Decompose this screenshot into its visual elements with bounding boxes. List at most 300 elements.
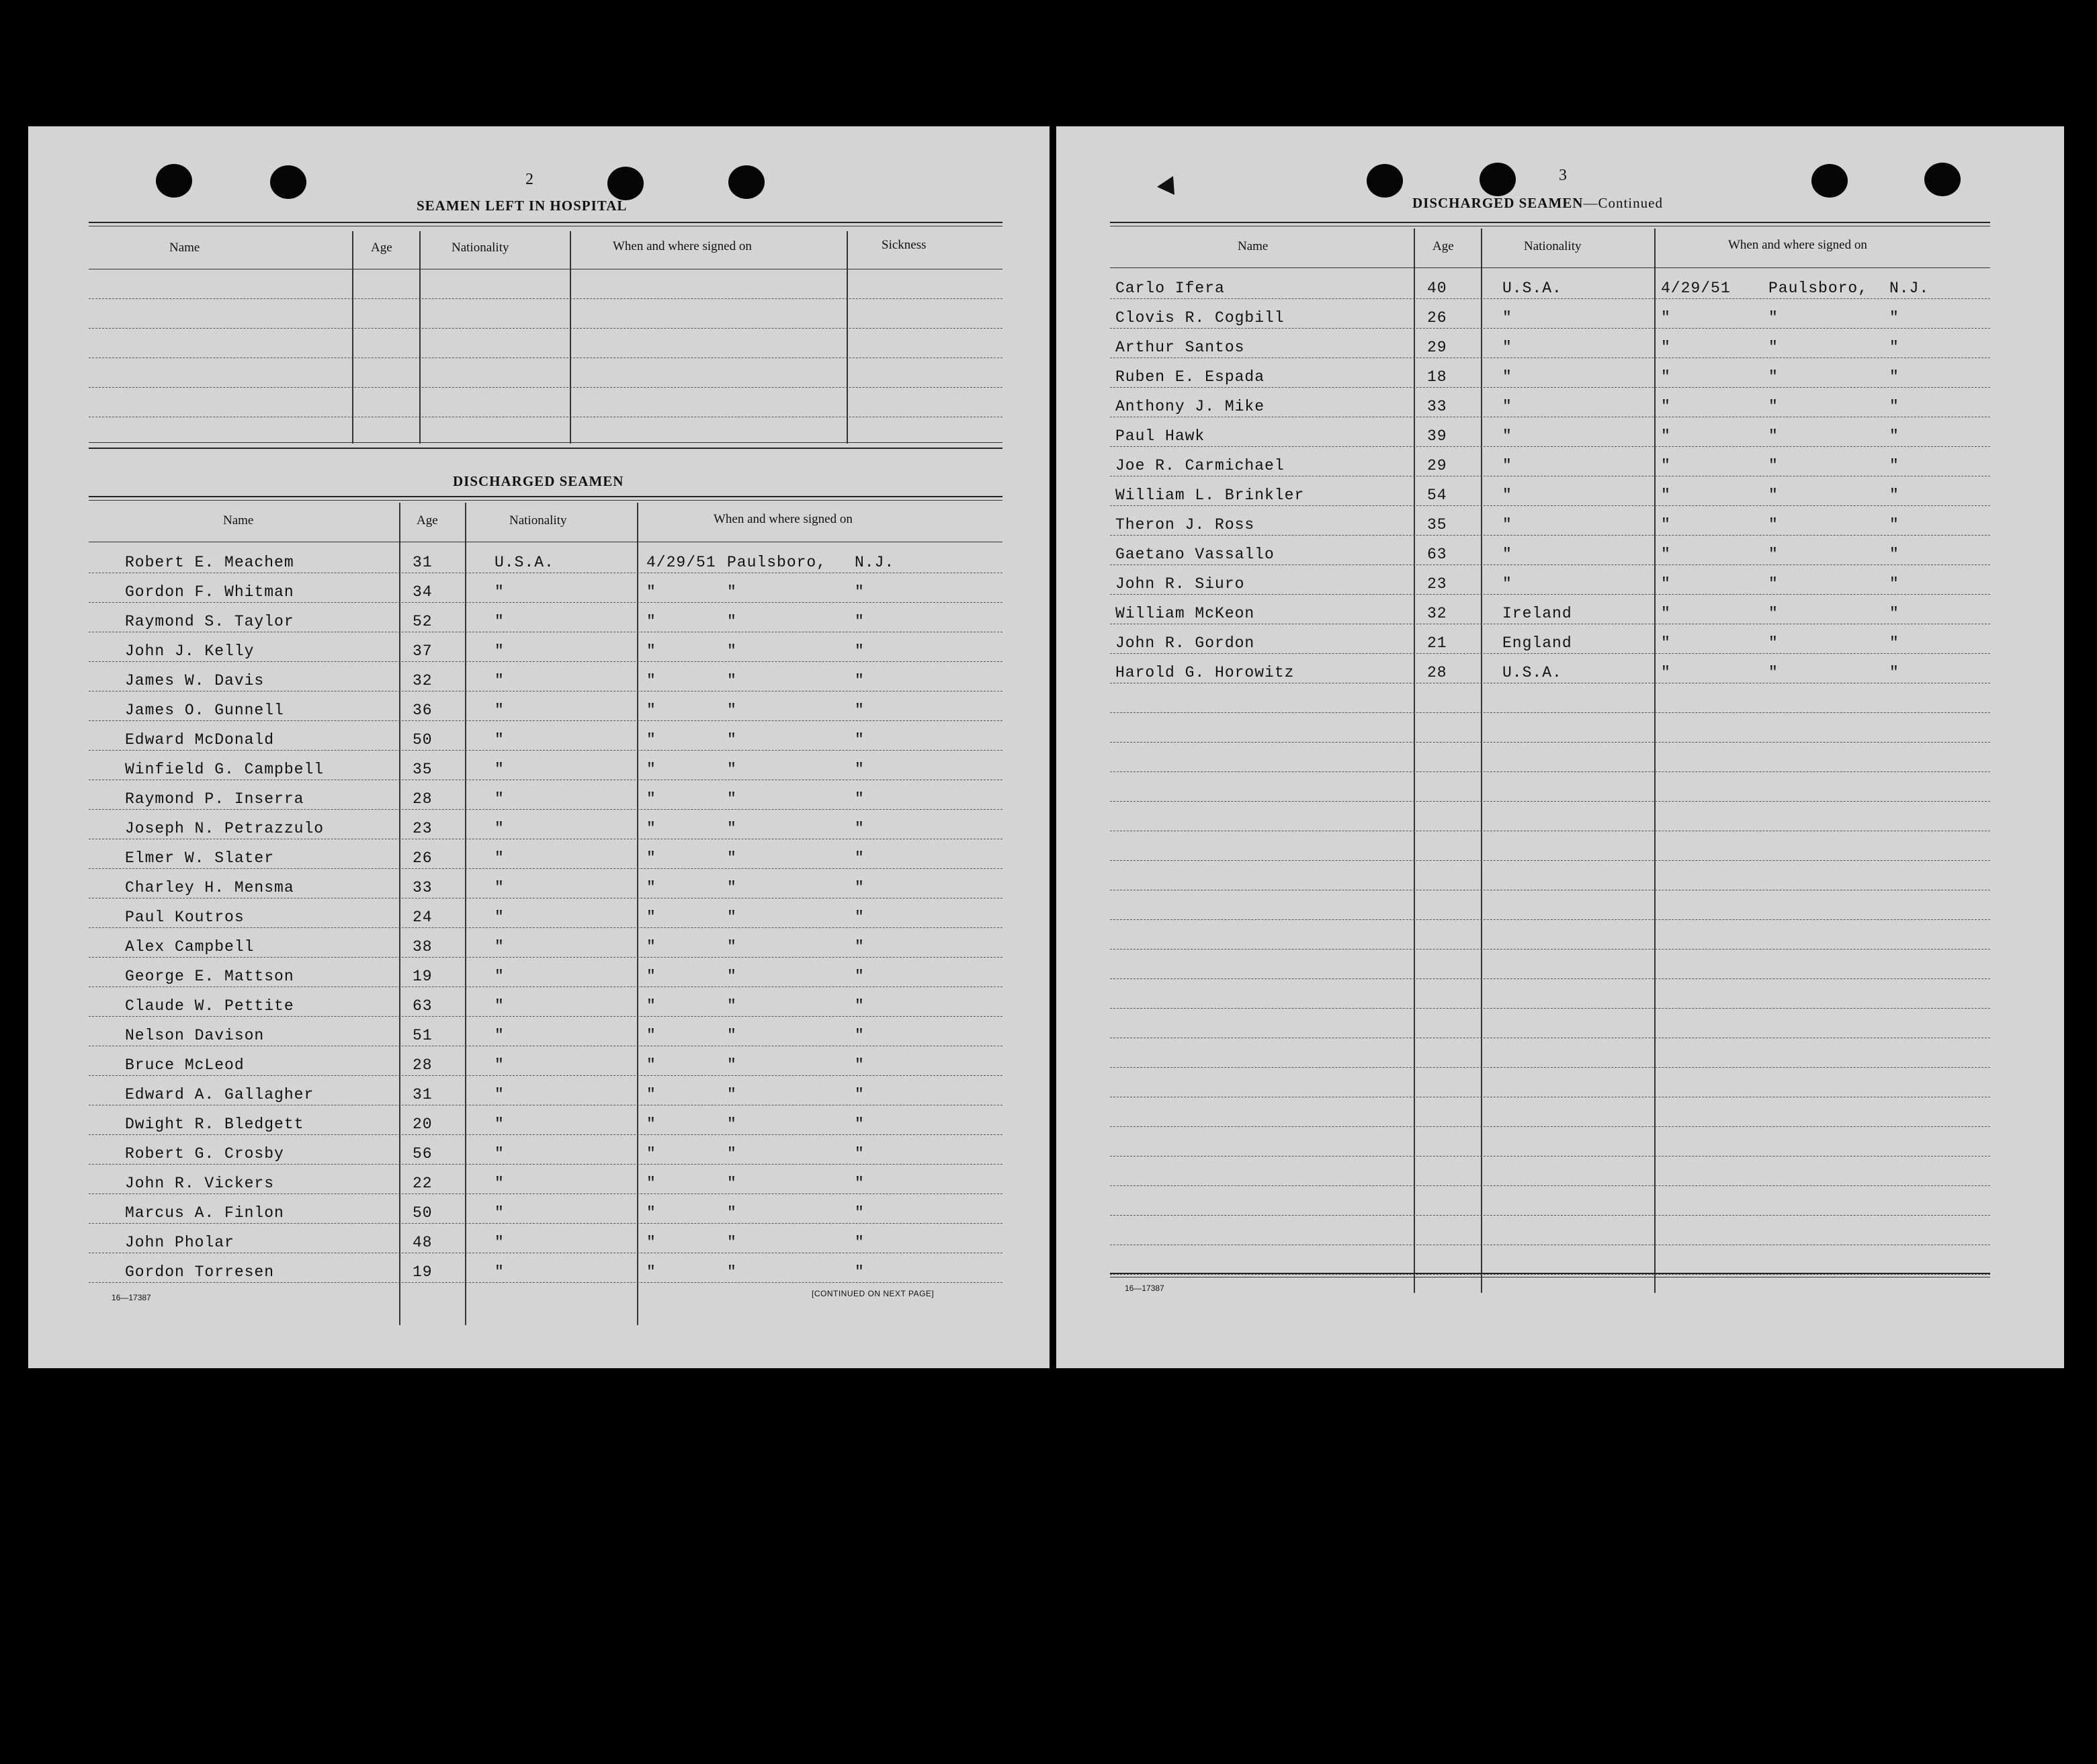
table-row [1056, 1098, 2064, 1128]
table-row [1056, 1246, 2064, 1275]
seaman-nationality: " [495, 938, 505, 956]
seaman-age: 20 [413, 1116, 433, 1133]
table-row [28, 722, 1050, 751]
hospital-col-nationality: Nationality [452, 241, 509, 255]
signed-on-date: " [1661, 664, 1671, 681]
hospital-col-signed-on: When and where signed on [613, 239, 752, 253]
signed-on-state: N.J. [855, 554, 895, 571]
seaman-age: 38 [413, 938, 433, 956]
seaman-age: 32 [413, 672, 433, 689]
table-row [28, 663, 1050, 692]
signed-on-place: " [727, 909, 737, 926]
seaman-nationality: " [1502, 309, 1512, 327]
seaman-name: George E. Mattson [125, 968, 294, 985]
punch-hole [270, 165, 306, 199]
seaman-age: 33 [413, 879, 433, 896]
signed-on-state: " [1889, 457, 1899, 474]
signed-on-date: " [1661, 309, 1671, 327]
table-row [1056, 507, 2064, 536]
table-row [1056, 359, 2064, 388]
signed-on-date: " [646, 1056, 656, 1074]
signed-on-date: " [646, 938, 656, 956]
page-number: 3 [1559, 167, 1567, 184]
table-row [28, 1136, 1050, 1165]
signed-on-date: " [646, 1027, 656, 1044]
signed-on-place: " [1768, 605, 1779, 622]
table-row [1056, 1157, 2064, 1187]
table-row [1056, 536, 2064, 566]
signed-on-state: " [855, 702, 865, 719]
seaman-age: 35 [1427, 516, 1447, 534]
table-row [1056, 714, 2064, 743]
table-row [28, 633, 1050, 663]
signed-on-place: " [727, 1263, 737, 1281]
signed-on-state: " [1889, 427, 1899, 445]
seaman-nationality: " [495, 849, 505, 867]
right-page [1056, 126, 2064, 1368]
seaman-age: 51 [413, 1027, 433, 1044]
signed-on-state: " [1889, 516, 1899, 534]
seaman-name: Nelson Davison [125, 1027, 265, 1044]
signed-on-place: " [727, 672, 737, 689]
signed-on-place: " [727, 702, 737, 719]
punch-hole [156, 164, 192, 198]
signed-on-place: " [727, 1086, 737, 1103]
signed-on-date: " [646, 879, 656, 896]
signed-on-date: " [1661, 605, 1671, 622]
discharged-col-nationality: Nationality [1524, 239, 1582, 253]
seaman-nationality: " [495, 968, 505, 985]
signed-on-state: " [1889, 309, 1899, 327]
signed-on-date: " [646, 820, 656, 837]
seaman-age: 50 [413, 1204, 433, 1222]
seaman-name: Alex Campbell [125, 938, 255, 956]
seaman-name: Joseph N. Petrazzulo [125, 820, 325, 837]
seaman-nationality: " [495, 1027, 505, 1044]
table-row [1056, 595, 2064, 625]
signed-on-place: " [1768, 634, 1779, 652]
seaman-nationality: " [495, 1086, 505, 1103]
table-row [28, 781, 1050, 810]
table-row [28, 1017, 1050, 1047]
seaman-name: Edward A. Gallagher [125, 1086, 314, 1103]
signed-on-place: " [1768, 575, 1779, 593]
signed-on-place: " [727, 997, 737, 1015]
seaman-nationality: " [1502, 516, 1512, 534]
signed-on-date: " [646, 1234, 656, 1251]
seaman-name: William McKeon [1115, 605, 1255, 622]
signed-on-date: " [646, 672, 656, 689]
seaman-name: Gaetano Vassallo [1115, 546, 1275, 563]
table-row [1056, 418, 2064, 448]
signed-on-date: " [1661, 516, 1671, 534]
signed-on-place: " [1768, 546, 1779, 563]
seaman-nationality: " [495, 583, 505, 601]
seaman-nationality: " [495, 1116, 505, 1133]
seaman-nationality: " [1502, 575, 1512, 593]
signed-on-place: " [727, 879, 737, 896]
seaman-nationality: " [1502, 368, 1512, 386]
signed-on-state: " [855, 1263, 865, 1281]
seaman-name: James W. Davis [125, 672, 265, 689]
signed-on-place: " [727, 761, 737, 778]
punch-hole [1480, 163, 1516, 196]
table-row [1056, 921, 2064, 950]
seaman-nationality: " [1502, 487, 1512, 504]
signed-on-state: " [1889, 605, 1899, 622]
signed-on-place: " [727, 731, 737, 749]
seaman-name: John R. Siuro [1115, 575, 1245, 593]
table-row [28, 988, 1050, 1017]
signed-on-place: " [727, 968, 737, 985]
seaman-age: 37 [413, 642, 433, 660]
seaman-nationality: " [495, 1263, 505, 1281]
signed-on-date: " [646, 790, 656, 808]
seaman-nationality: " [495, 731, 505, 749]
seaman-nationality: " [495, 790, 505, 808]
signed-on-date: " [1661, 487, 1671, 504]
signed-on-state: " [855, 879, 865, 896]
signed-on-state: " [855, 1086, 865, 1103]
seaman-age: 63 [413, 997, 433, 1015]
signed-on-state: " [855, 731, 865, 749]
discharged-title: DISCHARGED SEAMEN [453, 473, 624, 489]
seaman-nationality: " [495, 642, 505, 660]
signed-on-state: " [855, 909, 865, 926]
signed-on-state: " [855, 583, 865, 601]
table-row [28, 1077, 1050, 1106]
discharged-col-signed-on: When and where signed on [1728, 238, 1867, 252]
seaman-name: Arthur Santos [1115, 339, 1245, 356]
signed-on-place: " [1768, 368, 1779, 386]
table-row [28, 544, 1050, 574]
table-row [1056, 1216, 2064, 1246]
seaman-age: 35 [413, 761, 433, 778]
signed-on-state: " [855, 642, 865, 660]
table-row [1056, 655, 2064, 684]
signed-on-place: " [727, 820, 737, 837]
seaman-age: 40 [1427, 280, 1447, 297]
table-row [28, 1195, 1050, 1224]
signed-on-state: " [1889, 664, 1899, 681]
seaman-name: James O. Gunnell [125, 702, 284, 719]
signed-on-state: " [1889, 546, 1899, 563]
seaman-name: Raymond S. Taylor [125, 613, 294, 630]
seaman-age: 28 [413, 1056, 433, 1074]
signed-on-place: " [727, 1056, 737, 1074]
seaman-nationality: " [495, 613, 505, 630]
seaman-name: Theron J. Ross [1115, 516, 1255, 534]
table-row [28, 810, 1050, 840]
seaman-age: 31 [413, 1086, 433, 1103]
seaman-nationality: " [495, 909, 505, 926]
seaman-age: 32 [1427, 605, 1447, 622]
signed-on-place: Paulsboro, [1768, 280, 1869, 297]
hospital-col-sickness: Sickness [882, 238, 927, 252]
signed-on-state: N.J. [1889, 280, 1930, 297]
signed-on-place: " [727, 1234, 737, 1251]
signed-on-place: " [727, 938, 737, 956]
table-row [28, 958, 1050, 988]
seaman-name: William L. Brinkler [1115, 487, 1305, 504]
signed-on-date: " [646, 1175, 656, 1192]
signed-on-date: " [646, 1263, 656, 1281]
seaman-age: 36 [413, 702, 433, 719]
table-row [1056, 891, 2064, 921]
signed-on-state: " [855, 1234, 865, 1251]
left-page [28, 126, 1050, 1368]
seaman-age: 39 [1427, 427, 1447, 445]
signed-on-date: " [1661, 427, 1671, 445]
seaman-name: Carlo Ifera [1115, 280, 1225, 297]
hospital-title: SEAMEN LEFT IN HOSPITAL [417, 198, 628, 214]
seaman-age: 26 [413, 849, 433, 867]
seaman-nationality: U.S.A. [495, 554, 554, 571]
table-row [1056, 743, 2064, 773]
seaman-name: Claude W. Pettite [125, 997, 294, 1015]
signed-on-date: " [646, 1204, 656, 1222]
signed-on-state: " [855, 1204, 865, 1222]
signed-on-state: " [855, 613, 865, 630]
seaman-age: 31 [413, 554, 433, 571]
signed-on-date: " [646, 583, 656, 601]
seaman-name: Charley H. Mensma [125, 879, 294, 896]
seaman-name: Gordon F. Whitman [125, 583, 294, 601]
punch-hole [1924, 163, 1961, 196]
seaman-name: Clovis R. Cogbill [1115, 309, 1285, 327]
table-row [28, 751, 1050, 781]
punch-hole [1811, 164, 1848, 198]
table-row [28, 1106, 1050, 1136]
signed-on-state: " [855, 820, 865, 837]
seaman-age: 29 [1427, 457, 1447, 474]
signed-on-place: " [727, 613, 737, 630]
seaman-nationality: " [1502, 457, 1512, 474]
seaman-nationality: " [495, 761, 505, 778]
signed-on-place: " [727, 1027, 737, 1044]
seaman-nationality: U.S.A. [1502, 664, 1562, 681]
table-row [1056, 980, 2064, 1009]
seaman-nationality: " [1502, 546, 1512, 563]
seaman-name: Robert G. Crosby [125, 1145, 284, 1163]
signed-on-date: " [646, 731, 656, 749]
seaman-age: 29 [1427, 339, 1447, 356]
signed-on-state: " [855, 997, 865, 1015]
seaman-age: 19 [413, 1263, 433, 1281]
signed-on-state: " [855, 790, 865, 808]
signed-on-date: " [1661, 398, 1671, 415]
table-row [1056, 862, 2064, 891]
seaman-nationality: " [1502, 427, 1512, 445]
signed-on-date: " [646, 849, 656, 867]
seaman-nationality: " [495, 997, 505, 1015]
signed-on-place: " [727, 790, 737, 808]
seaman-age: 63 [1427, 546, 1447, 563]
seaman-name: Raymond P. Inserra [125, 790, 304, 808]
table-row [1056, 448, 2064, 477]
signed-on-state: " [1889, 575, 1899, 593]
table-row [28, 870, 1050, 899]
signed-on-date: " [1661, 634, 1671, 652]
signed-on-date: " [646, 702, 656, 719]
table-row [28, 929, 1050, 958]
seaman-age: 48 [413, 1234, 433, 1251]
seaman-age: 28 [413, 790, 433, 808]
signed-on-state: " [1889, 398, 1899, 415]
signed-on-state: " [855, 849, 865, 867]
seaman-age: 33 [1427, 398, 1447, 415]
signed-on-place: " [1768, 398, 1779, 415]
table-row [1056, 270, 2064, 300]
signed-on-date: " [646, 761, 656, 778]
table-row [1056, 1009, 2064, 1039]
form-number: 16—17387 [112, 1293, 151, 1302]
signed-on-place: " [727, 642, 737, 660]
signed-on-date: " [646, 642, 656, 660]
signed-on-place: " [1768, 457, 1779, 474]
seaman-nationality: " [495, 1056, 505, 1074]
punch-hole [607, 167, 644, 200]
seaman-name: Anthony J. Mike [1115, 398, 1265, 415]
signed-on-place: " [1768, 487, 1779, 504]
punch-hole [728, 165, 765, 199]
signed-on-date: " [646, 1116, 656, 1133]
page-number: 2 [525, 171, 533, 188]
table-row [1056, 388, 2064, 418]
signed-on-place: " [727, 1116, 737, 1133]
punch-hole [1367, 164, 1403, 198]
signed-on-place: " [727, 849, 737, 867]
signed-on-date: 4/29/51 [1661, 280, 1731, 297]
seaman-name: John J. Kelly [125, 642, 255, 660]
signed-on-place: " [1768, 339, 1779, 356]
table-row [28, 899, 1050, 929]
seaman-age: 18 [1427, 368, 1447, 386]
table-row [28, 603, 1050, 633]
signed-on-state: " [1889, 487, 1899, 504]
seaman-name: Paul Koutros [125, 909, 245, 926]
signed-on-state: " [1889, 368, 1899, 386]
signed-on-state: " [855, 1116, 865, 1133]
discharged-rows [1056, 270, 2064, 1271]
seaman-name: Ruben E. Espada [1115, 368, 1265, 386]
table-row [1056, 477, 2064, 507]
table-row [28, 574, 1050, 603]
seaman-nationality: " [1502, 398, 1512, 415]
seaman-name: John R. Gordon [1115, 634, 1255, 652]
seaman-age: 56 [413, 1145, 433, 1163]
signed-on-date: " [1661, 368, 1671, 386]
discharged-col-age: Age [417, 513, 438, 528]
signed-on-state: " [855, 1175, 865, 1192]
seaman-nationality: " [495, 702, 505, 719]
signed-on-date: " [646, 1086, 656, 1103]
signed-on-place: " [1768, 516, 1779, 534]
table-row [1056, 1187, 2064, 1216]
corner-mark [1154, 175, 1177, 196]
signed-on-state: " [855, 1056, 865, 1074]
signed-on-date: 4/29/51 [646, 554, 716, 571]
seaman-age: 23 [413, 820, 433, 837]
seaman-nationality: " [495, 879, 505, 896]
signed-on-date: " [1661, 339, 1671, 356]
seaman-name: Paul Hawk [1115, 427, 1205, 445]
table-row [1056, 300, 2064, 329]
seaman-age: 34 [413, 583, 433, 601]
signed-on-state: " [1889, 634, 1899, 652]
seaman-nationality: Ireland [1502, 605, 1572, 622]
table-row [1056, 1128, 2064, 1157]
table-row [28, 840, 1050, 870]
seaman-name: Bruce McLeod [125, 1056, 245, 1074]
seaman-age: 24 [413, 909, 433, 926]
signed-on-date: " [646, 1145, 656, 1163]
signed-on-date: " [1661, 457, 1671, 474]
hospital-col-age: Age [371, 241, 392, 255]
seaman-name: John R. Vickers [125, 1175, 275, 1192]
seaman-age: 50 [413, 731, 433, 749]
signed-on-date: " [646, 613, 656, 630]
signed-on-place: " [727, 1175, 737, 1192]
seaman-name: Harold G. Horowitz [1115, 664, 1295, 681]
seaman-name: Edward McDonald [125, 731, 275, 749]
signed-on-date: " [1661, 575, 1671, 593]
signed-on-date: " [1661, 546, 1671, 563]
seaman-name: Marcus A. Finlon [125, 1204, 284, 1222]
signed-on-place: " [727, 1204, 737, 1222]
signed-on-date: " [646, 909, 656, 926]
form-number: 16—17387 [1125, 1284, 1164, 1293]
seaman-age: 54 [1427, 487, 1447, 504]
seaman-nationality: U.S.A. [1502, 280, 1562, 297]
seaman-nationality: " [495, 1175, 505, 1192]
seaman-name: Winfield G. Campbell [125, 761, 325, 778]
continued-note: [CONTINUED ON NEXT PAGE] [812, 1289, 935, 1298]
seaman-nationality: " [495, 1204, 505, 1222]
seaman-age: 19 [413, 968, 433, 985]
table-row [1056, 625, 2064, 655]
seaman-name: John Pholar [125, 1234, 234, 1251]
table-row [1056, 802, 2064, 832]
discharged-col-name: Name [223, 513, 254, 528]
signed-on-place: " [1768, 664, 1779, 681]
discharged-col-age: Age [1432, 239, 1454, 253]
table-row [1056, 950, 2064, 980]
seaman-age: 22 [413, 1175, 433, 1192]
seaman-nationality: " [495, 1234, 505, 1251]
seaman-nationality: " [1502, 339, 1512, 356]
table-row [28, 692, 1050, 722]
seaman-name: Elmer W. Slater [125, 849, 275, 867]
seaman-nationality: " [495, 672, 505, 689]
seaman-age: 52 [413, 613, 433, 630]
signed-on-state: " [1889, 339, 1899, 356]
discharged-rows [28, 544, 1050, 1324]
discharged-col-signed-on: When and where signed on [714, 512, 853, 526]
signed-on-place: Paulsboro, [727, 554, 827, 571]
table-row [1056, 329, 2064, 359]
signed-on-place: " [727, 1145, 737, 1163]
signed-on-state: " [855, 938, 865, 956]
signed-on-date: " [646, 968, 656, 985]
seaman-age: 26 [1427, 309, 1447, 327]
seaman-age: 21 [1427, 634, 1447, 652]
signed-on-place: " [1768, 427, 1779, 445]
discharged-col-nationality: Nationality [509, 513, 567, 528]
seaman-age: 28 [1427, 664, 1447, 681]
signed-on-state: " [855, 968, 865, 985]
signed-on-place: " [1768, 309, 1779, 327]
